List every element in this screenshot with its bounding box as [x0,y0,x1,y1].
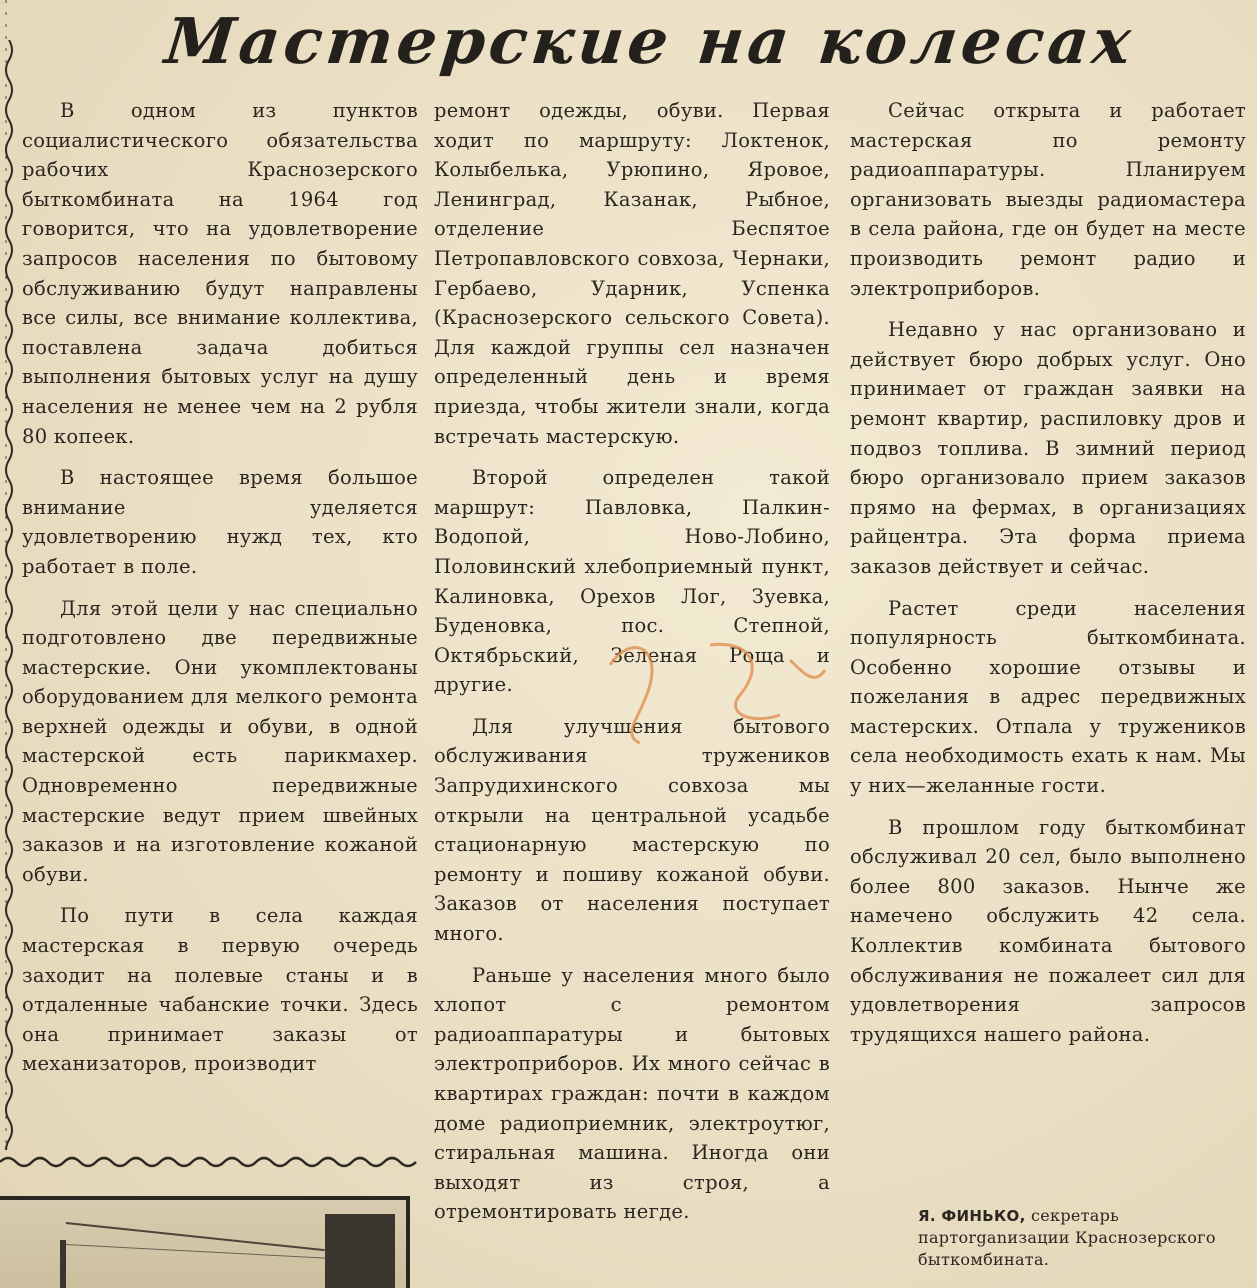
handwritten-pencil-mark [590,625,840,755]
paragraph: Недавно у нас организовано и действует бюро добрых услуг. Оно принимает от граждан заявки на ремонт квартир, распиловку дров и подвоз топлива. В зимний период бюро организовало прием заказов прямо на фермах, в организациях райцентра. Эта форма приема заказов действует и сейчас. [850,318,1246,578]
paragraph: В одном из пунктов социалистического обязательства рабочих Краснозерского быткомбината на 1964 год говорится, что на удовлетворение запросов населения по бытовому обслуживанию будут направлены все силы, все внимание коллектива, поставлена задача добиться выполнения бытовых услуг на душу населения не менее чем на 2 рубля 80 копеек. [22,99,418,448]
photo-pole [60,1240,66,1288]
paragraph: Сейчас открыта и работает мастерская по ремонту радиоаппаратуры. Планируем организовать выезды радиомастера в села района, где он будет на месте производить ремонт радио и электроприборов. [850,99,1246,300]
byline [918,1205,1248,1271]
left-wavy-border [2,40,16,1150]
photo-dark-area [325,1214,395,1288]
paragraph: В настоящее время большое внимание уделяется удовлетворению нужд тех, кто работает в поле. [22,466,418,578]
paragraph: Растет среди населения популярность быткомбината. Особенно хорошие отзывы и пожелания в адрес передвижных мастерских. Отпала у тружеников села необходимость ехать к нам. Мы у них—желанные гости. [850,596,1246,798]
paragraph: ремонт одежды, обуви. Первая ходит по маршруту: Локтенок, Колыбелька, Урюпино, Яровое, Ленинград, Казанак, Рыбное, отделение Беспятое Петропавловского совхоза, Чернаки, Гербаево, Ударник, Успенка (Краснозерского сельского Совета). Для каждой группы сел назначен определенный день и время приезда, чтобы жители знали, когда встречать мастерскую. [434,99,830,448]
paragraph: Второй определен такой маршрут: Павловка, Палкин-Водопой, Ново-Лобино, Половинский хлебоприемный пункт, Калиновка, Орехов Лог, Зуевка, Буденовка, пос. Степной, Октябрьский, Зеленая Роща и другие. [434,466,830,697]
headline: Мастерские на колесах [161,4,1139,78]
paragraph: Раньше у населения много было хлопот с ремонтом радиоаппаратуры и бытовых электроприборов. Их много сейчас в квартирах граждан: почти в каждом доме радиоприемник, электроутюг, стиральная машина. Иногда они выходят из строя, а отремонтировать негде. [434,963,830,1224]
paragraph: В прошлом году быткомбинат обслуживал 20 сел, было выполнено более 800 заказов. Нынче же намечено обслужить 42 села. Коллектив комбината бытового обслуживания не пожалеет сил для удовлетворения запросов трудящихся нашего района. [850,815,1246,1046]
article-column-3 [850,96,1246,1061]
author-title: секретарь партorganизации Краснозерского быткомбината. [918,1206,1216,1269]
article-column-1 [22,96,418,1091]
bottom-wavy-rule [0,1152,420,1172]
paragraph: По пути в села каждая мастерская в первую очередь заходит на полевые станы и в отдаленные чабанские точки. Здесь она принимает заказы от механизаторов, производит [22,904,418,1076]
photo-fragment [0,1196,410,1288]
author-name: Я. ФИНЬКО, [918,1207,1026,1225]
paragraph: Для улучшения бытового обслуживания тружеников Запрудихинского совхоза мы открыли на центральной усадьбе стационарную мастерскую по ремонту и пошиву кожаной обуви. Заказов от населения поступает много. [434,714,830,946]
paragraph: Для этой цели у нас специально подготовлено две передвижные мастерские. Они укомплектованы оборудованием для мелкого ремонта верхней одежды и обуви, в одной мастерской есть парикмахер. Одновременно передвижные мастерские ведут прием швейных заказов и на изготовление кожаной обуви. [22,596,418,886]
